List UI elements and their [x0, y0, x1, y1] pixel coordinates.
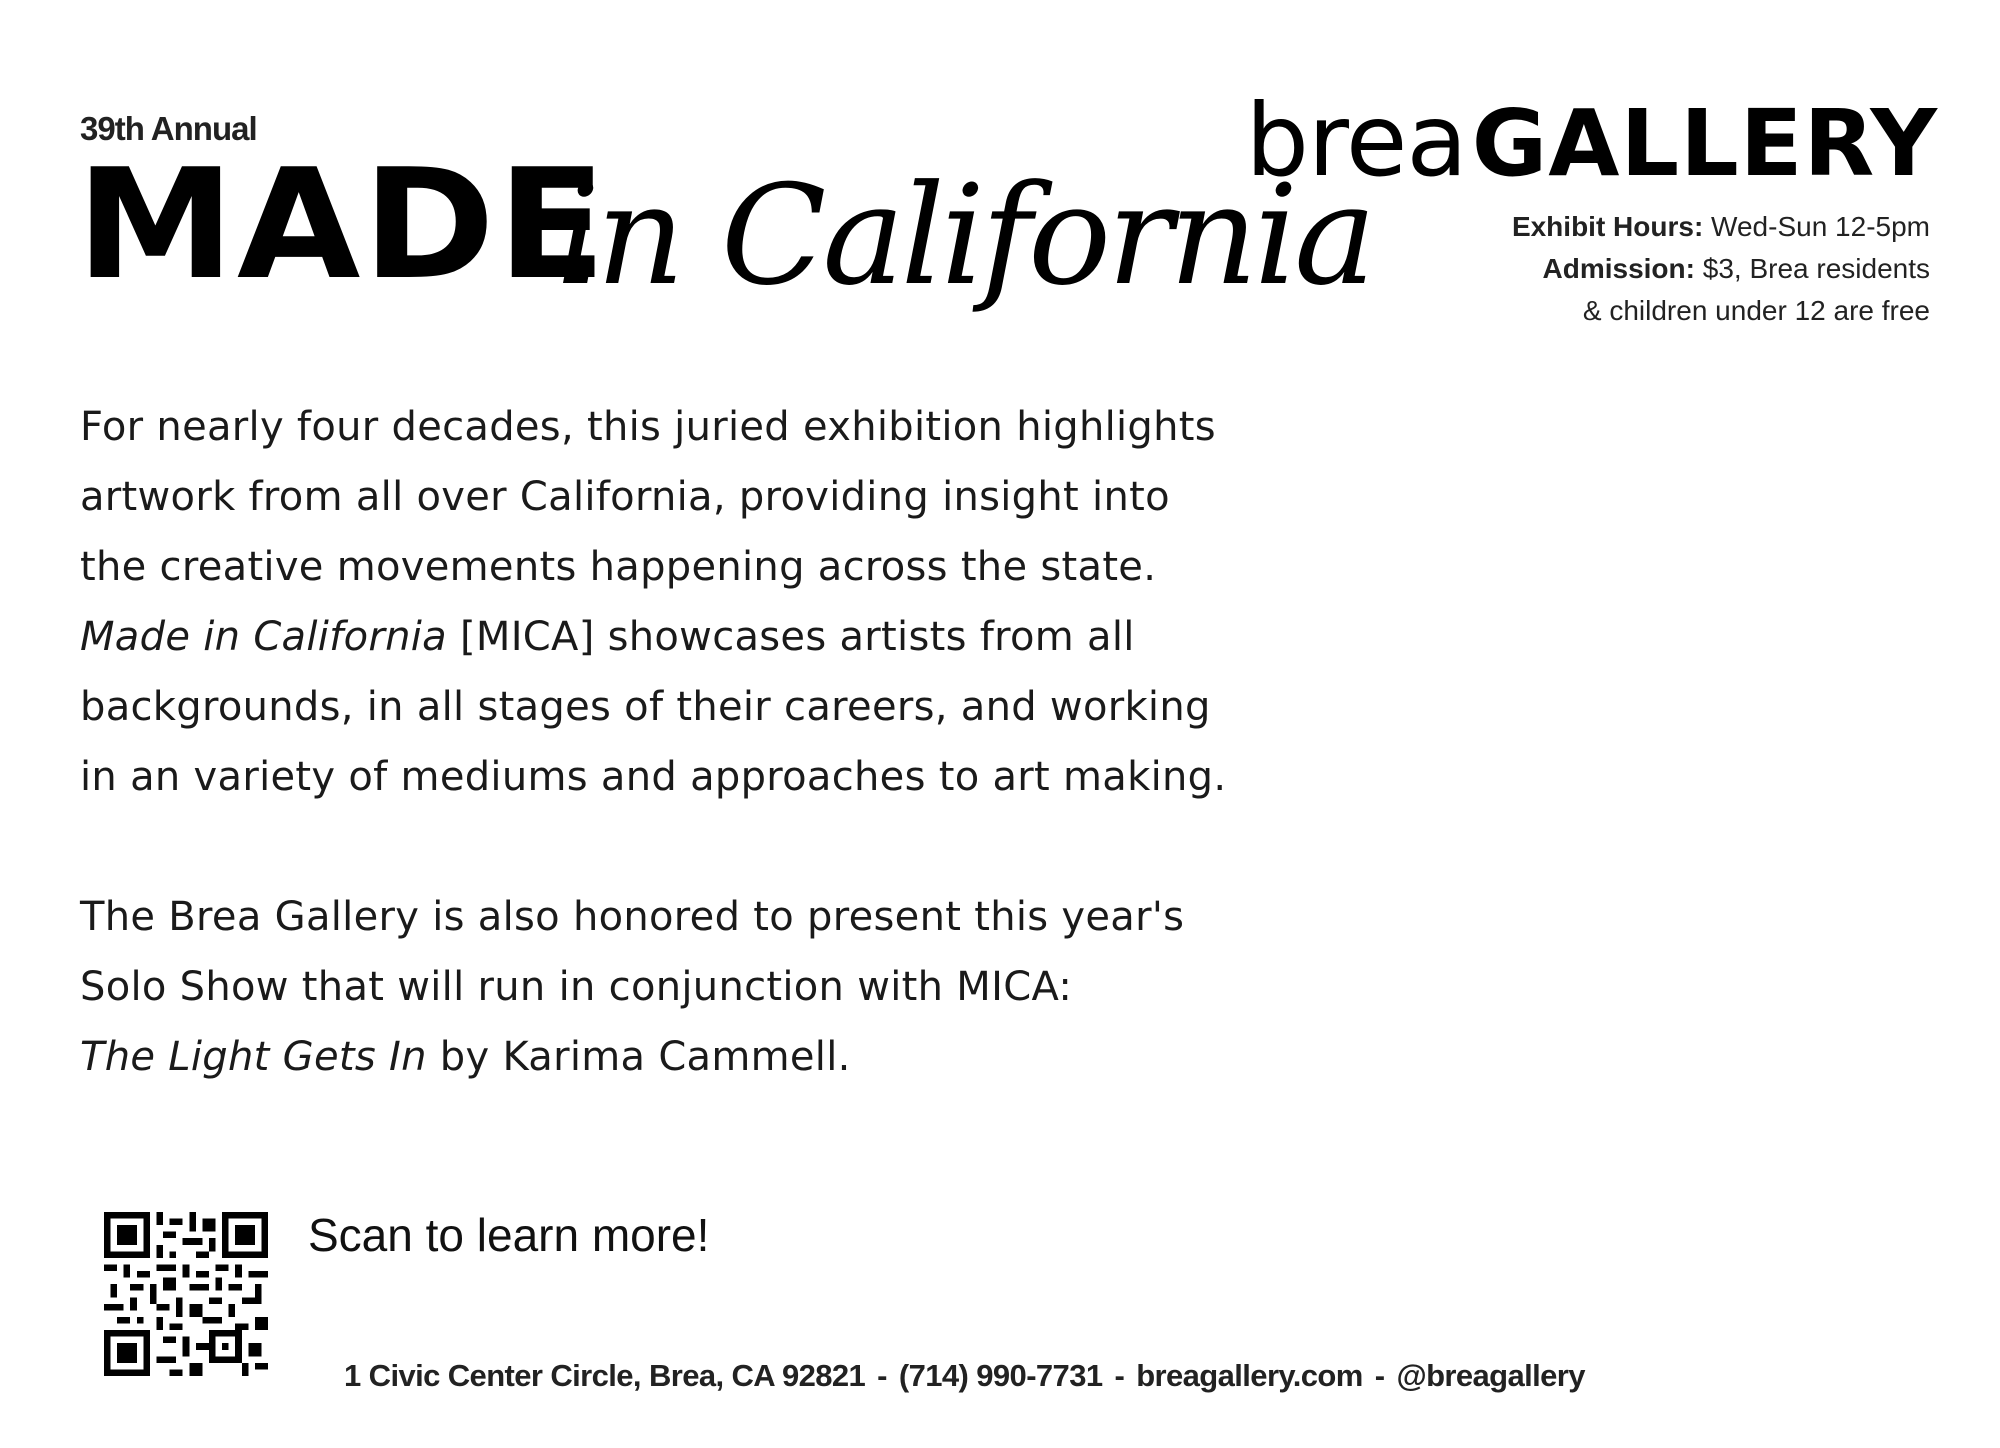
social-handle[interactable]: @breagallery — [1396, 1358, 1585, 1393]
paragraph-intro-a: For nearly four decades, this juried exhibition highlights artwork from all over California, providing insight into the creative movements happening across the state. — [80, 404, 1216, 590]
exhibit-info — [1512, 206, 1930, 332]
paragraph-solo-b: by Karima Cammell. — [426, 1034, 851, 1080]
phone[interactable]: (714) 990-7731 — [898, 1358, 1103, 1393]
scan-prompt: Scan to learn more! — [308, 1209, 710, 1261]
footer-separator: - — [877, 1358, 887, 1393]
logo-gallery: GALLERY — [1471, 90, 1938, 197]
footer-separator: - — [1374, 1358, 1385, 1393]
admission-label: Admission: — [1542, 253, 1695, 284]
title-made: MADE — [76, 136, 609, 313]
hours-label: Exhibit Hours: — [1511, 211, 1704, 242]
hours-value: Wed-Sun 12-5pm — [1703, 211, 1930, 242]
qr-code-icon[interactable] — [104, 1212, 268, 1376]
paragraph-solo-a: The Brea Gallery is also honored to present this year's Solo Show that will run in conjunction with MICA: — [80, 894, 1185, 1010]
admission-line2: & children under 12 are free — [1582, 295, 1930, 326]
contact-footer — [344, 1358, 1585, 1394]
exhibit-hours — [1512, 206, 1930, 248]
footer-separator: - — [1114, 1358, 1125, 1393]
description — [80, 392, 1240, 1092]
address: 1 Civic Center Circle, Brea, CA 92821 — [344, 1358, 866, 1393]
brea-gallery-logo — [1245, 82, 1938, 225]
exhibition-title — [76, 136, 1373, 330]
admission — [1512, 248, 1930, 290]
paragraph-intro — [80, 392, 1240, 812]
admission-value: $3, Brea residents — [1694, 253, 1930, 284]
made-in-california-italic: Made in California — [80, 614, 447, 660]
website-link[interactable]: breagallery.com — [1136, 1358, 1363, 1393]
solo-show-title: The Light Gets In — [80, 1034, 427, 1080]
title-script: in California — [556, 155, 1373, 316]
logo-brea: brea — [1245, 82, 1467, 199]
paragraph-intro-b: [MICA] showcases artists from all backgrounds, in all stages of their careers, and working in an variety of mediums and approaches to art making. — [80, 614, 1227, 800]
paragraph-solo-show — [80, 882, 1240, 1092]
annual-label: 39th Annual — [80, 110, 257, 147]
